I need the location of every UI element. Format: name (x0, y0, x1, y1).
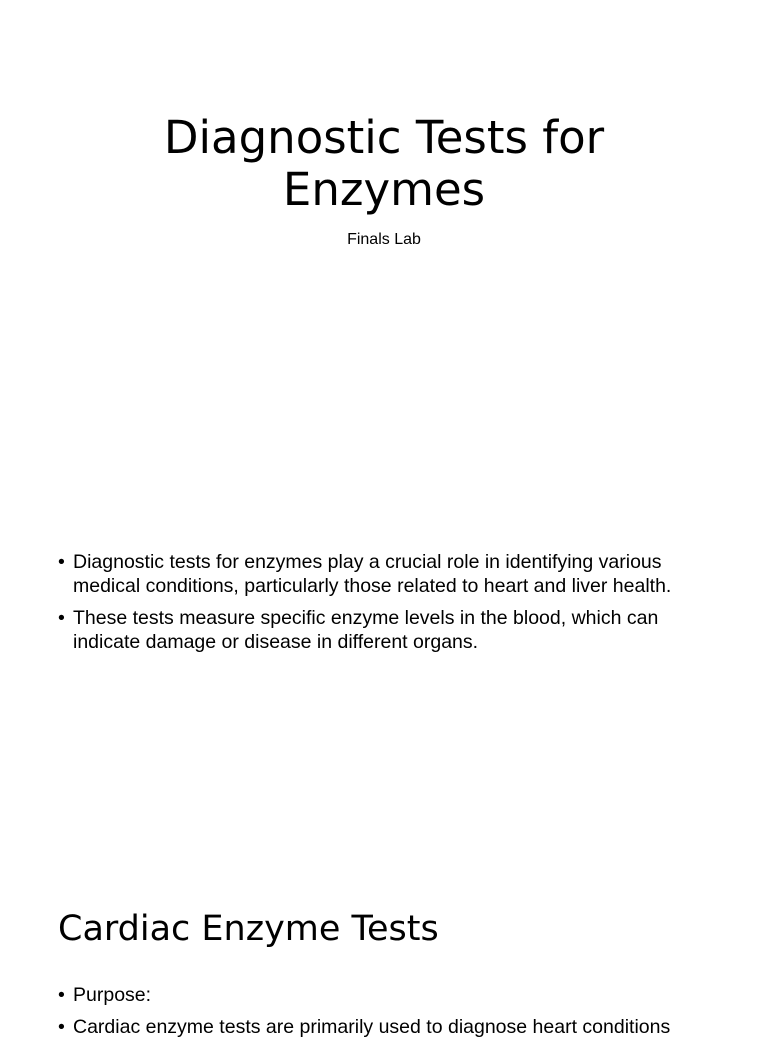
bullet-text: Purpose: (73, 984, 152, 1006)
bullet-glyph: • (58, 551, 65, 573)
section-heading: Cardiac Enzyme Tests (58, 909, 439, 949)
slide-title (0, 112, 768, 216)
bullet-text: Diagnostic tests for enzymes play a crucial role in identifying various medical conditions, particularly those related to heart and liver health. (73, 551, 672, 597)
cardiac-bullet-item (58, 983, 718, 1007)
bullet-glyph: • (58, 607, 65, 629)
bullet-text: Cardiac enzyme tests are primarily used to diagnose heart conditions (73, 1016, 671, 1038)
bullet-glyph: • (58, 984, 65, 1006)
slide-subtitle: Finals Lab (347, 231, 421, 248)
bullet-glyph: • (58, 1016, 65, 1038)
slide-title-line-1: Diagnostic Tests for (163, 111, 605, 164)
cardiac-bullet-item (58, 1015, 718, 1039)
bullet-text: These tests measure specific enzyme levels in the blood, which can indicate damage or disease in different organs. (73, 607, 659, 653)
slide-title-line-2: Enzymes (282, 163, 486, 216)
cardiac-bullet-list (58, 983, 718, 1047)
intro-bullet-item (58, 606, 718, 654)
intro-bullet-item (58, 550, 718, 598)
intro-bullet-list (58, 550, 718, 662)
